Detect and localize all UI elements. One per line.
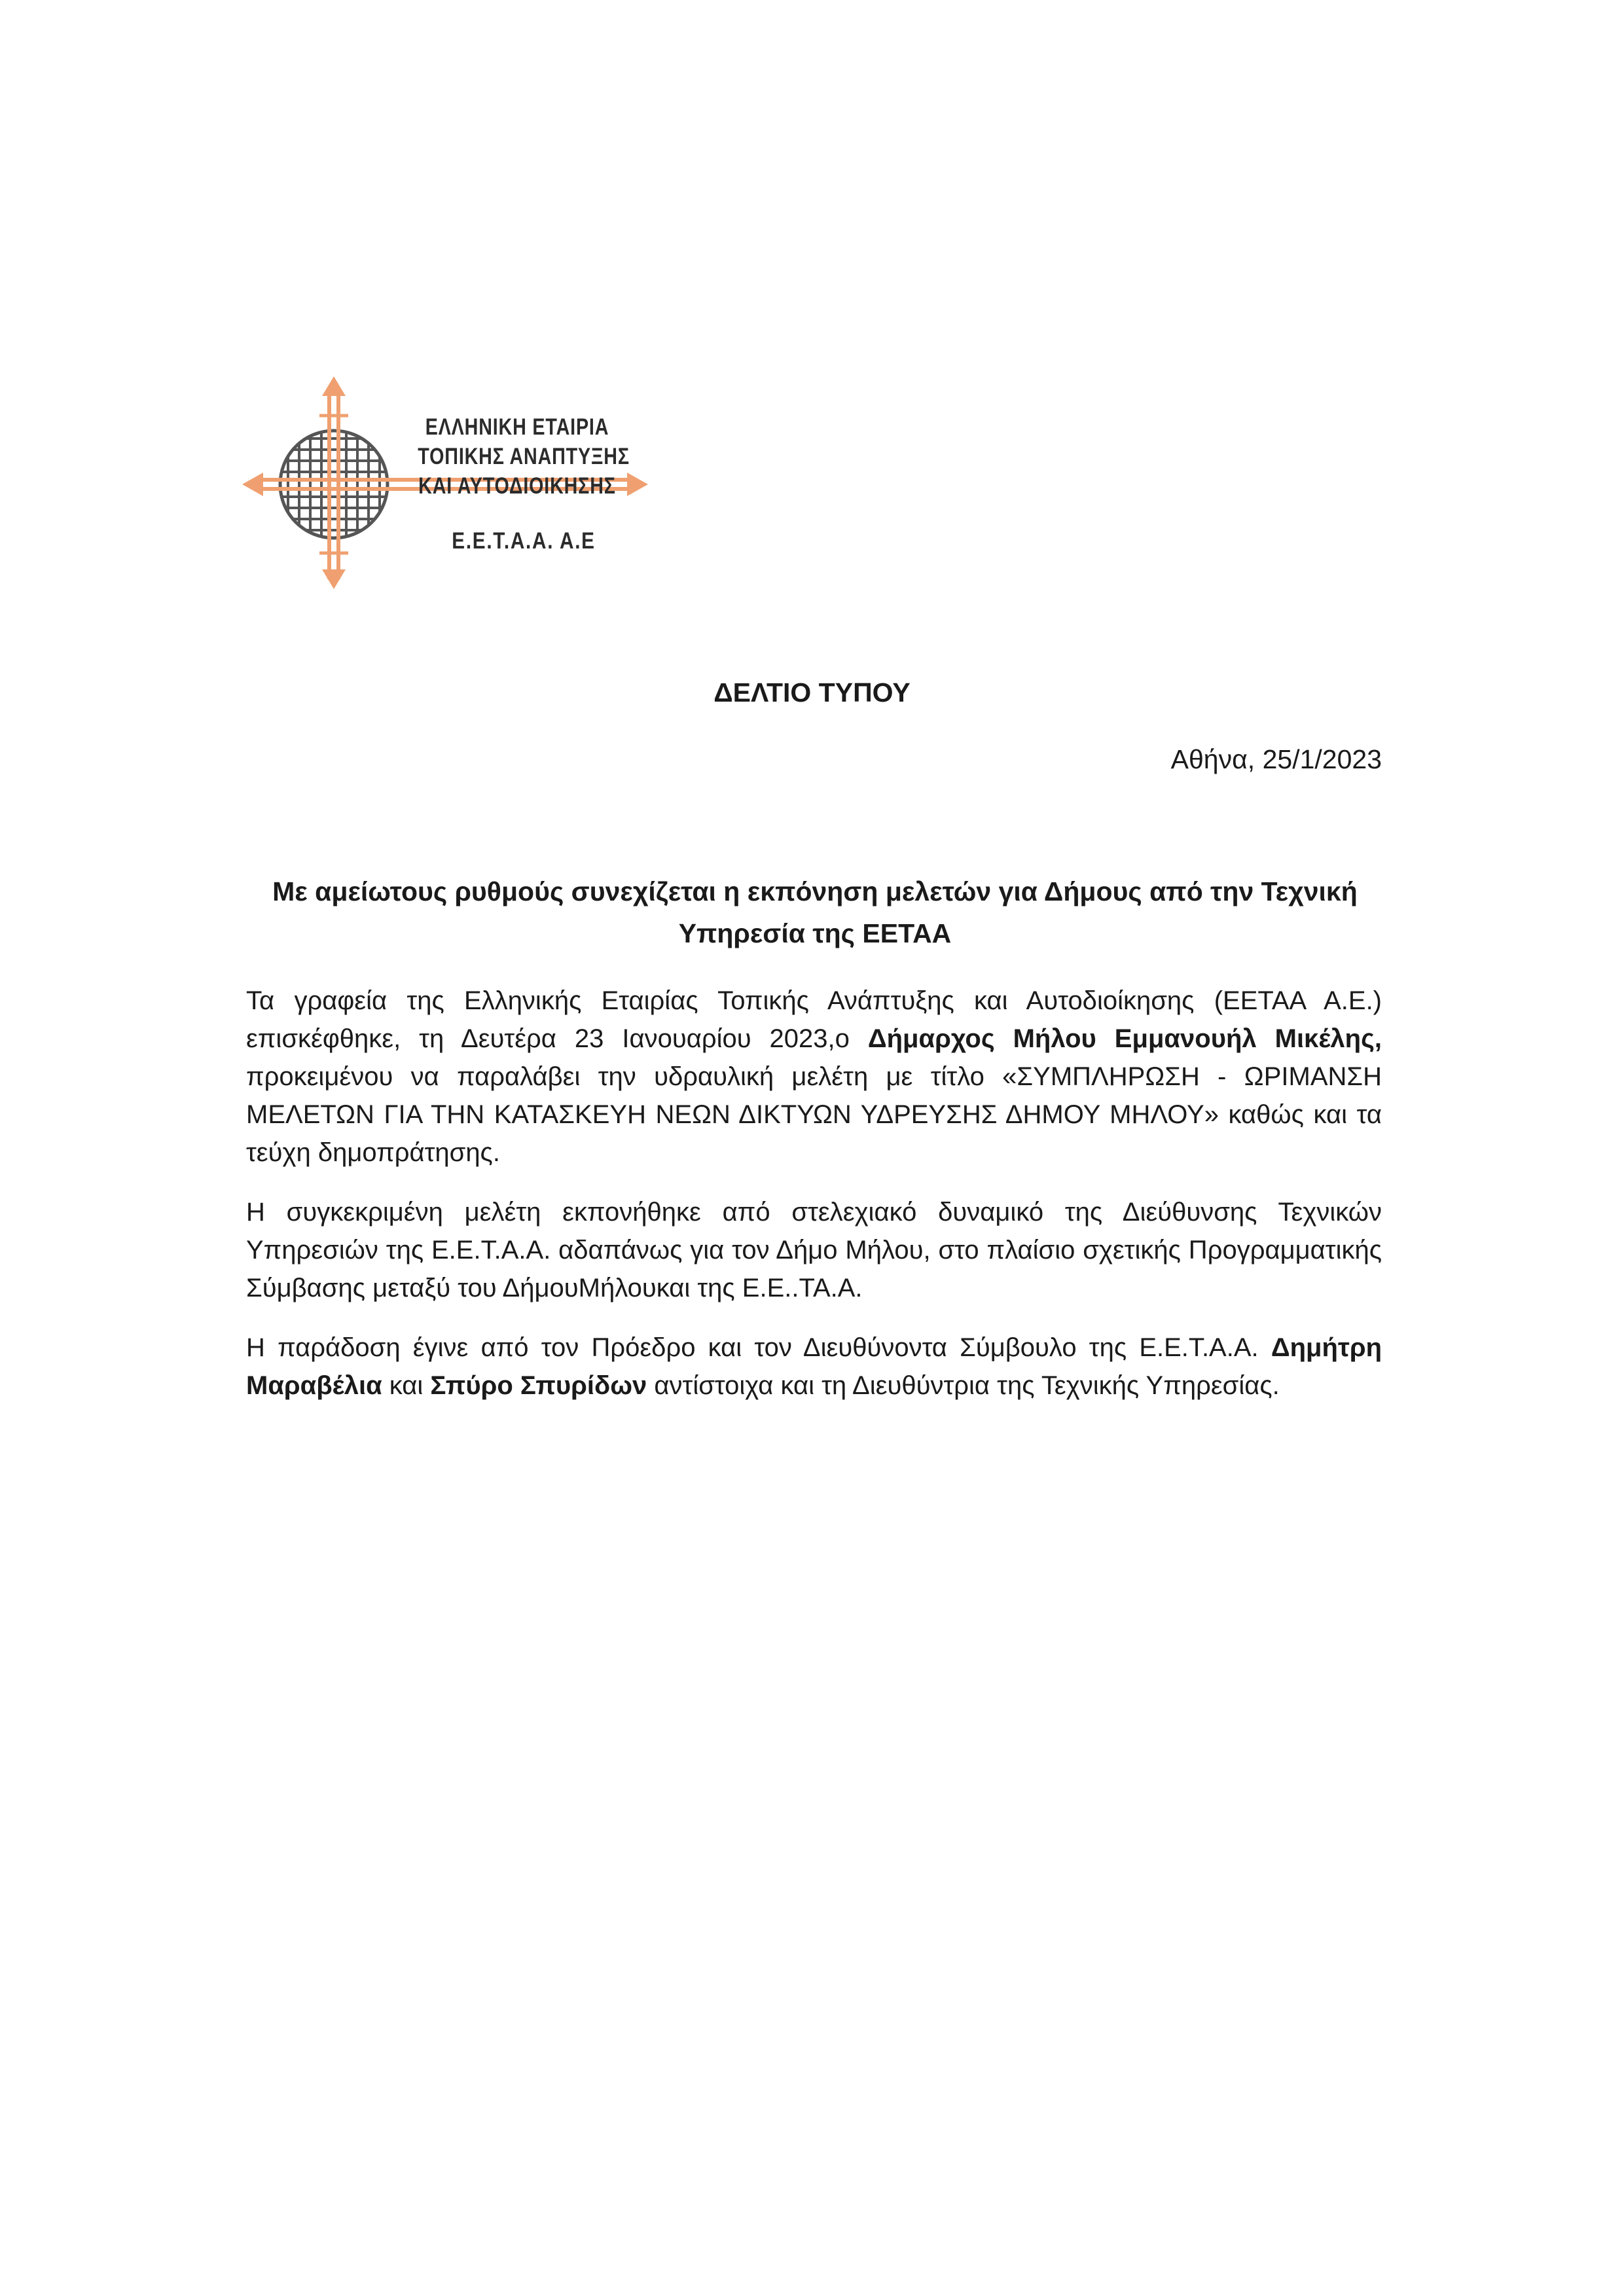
arrow-down-head bbox=[322, 569, 346, 589]
paragraph-3 bbox=[246, 1329, 1382, 1405]
mayor-name-bold: Δήμαρχος Μήλου Εμμανουήλ Μικέλης, bbox=[867, 1024, 1382, 1053]
paragraph-1-text-c: προκειμένου να παραλάβει την υδραυλική μελέτη με τίτλο «ΣΥΜΠΛΗΡΩΣΗ - ΩΡΙΜΑΝΣΗ ΜΕΛΕΤΩΝ ΓΙΑ ΤΗΝ ΚΑΤΑΣΚΕΥΗ ΝΕΩΝ ΔΙΚΤΥΩΝ ΥΔΡΕΥΣΗΣ ΔΗΜΟΥ ΜΗΛΟΥ» καθώς και τα τεύχη δημοπράτησης. bbox=[246, 1062, 1382, 1167]
place-date: Αθήνα, 25/1/2023 bbox=[1170, 744, 1382, 774]
ceo-name-bold: Σπύρο Σπυρίδων bbox=[430, 1371, 647, 1400]
paragraph-1-text-a: Τα γραφεία της Ελληνικής Εταιρίας Τοπικής Ανάπτυξης και Αυτοδιοίκησης (ΕΕΤΑΑ Α.Ε.) επισκέφθηκε, τη Δευτέρα 23 Ιανουαρίου 2023,ο bbox=[246, 986, 1382, 1053]
paragraph-3-text-a: Η παράδοση έγινε από τον Πρόεδρο και τον Διευθύνοντα Σύμβουλο της Ε.Ε.Τ.Α.Α. bbox=[246, 1333, 1271, 1362]
organization-logo bbox=[242, 376, 648, 589]
paragraph-1 bbox=[246, 982, 1382, 1172]
logo-name-line-1: ΕΛΛΗΝΙΚΗ ΕΤΑΙΡΙΑ bbox=[425, 414, 609, 440]
paragraph-2: Η συγκεκριμένη μελέτη εκπονήθηκε από στελεχιακό δυναμικό της Διεύθυνσης Τεχνικών Υπηρεσιών της Ε.Ε.Τ.Α.Α. αδαπάνως για τον Δήμο Μήλου, στο πλαίσιο σχετικής Προγραμματικής Σύμβασης μεταξύ του ΔήμουΜήλουκαι της Ε.Ε..ΤΑ.Α. bbox=[246, 1198, 1382, 1302]
press-release-body bbox=[246, 982, 1382, 1426]
logo-name-line-3: ΚΑΙ ΑΥΤΟΔΙΟΙΚΗΣΗΣ bbox=[418, 473, 616, 499]
paragraph-3-text-c: και bbox=[382, 1371, 431, 1400]
logo-abbreviation: Ε.Ε.Τ.Α.Α. Α.Ε bbox=[452, 528, 596, 554]
logo-name bbox=[396, 412, 638, 501]
paragraph-3-text-e: αντίστοιχα και τη Διευθύντρια της Τεχνικής Υπηρεσίας. bbox=[647, 1371, 1280, 1400]
globe-outline bbox=[280, 431, 388, 538]
arrow-left-head bbox=[242, 473, 263, 496]
logo-name-line-2: ΤΟΠΙΚΗΣ ΑΝΑΠΤΥΞΗΣ bbox=[418, 444, 630, 469]
president-name-bold: Δημήτρη Μαραβέλια bbox=[246, 1333, 1382, 1400]
arrow-up-head bbox=[322, 376, 346, 396]
document-type-heading: ΔΕΛΤΙΟ ΤΥΠΟΥ bbox=[713, 677, 911, 708]
press-release-headline: Με αμείωτους ρυθμούς συνεχίζεται η εκπόνηση μελετών για Δήμους από την Τεχνική Υπηρεσία της ΕΕΤΑΑ bbox=[272, 876, 1358, 948]
